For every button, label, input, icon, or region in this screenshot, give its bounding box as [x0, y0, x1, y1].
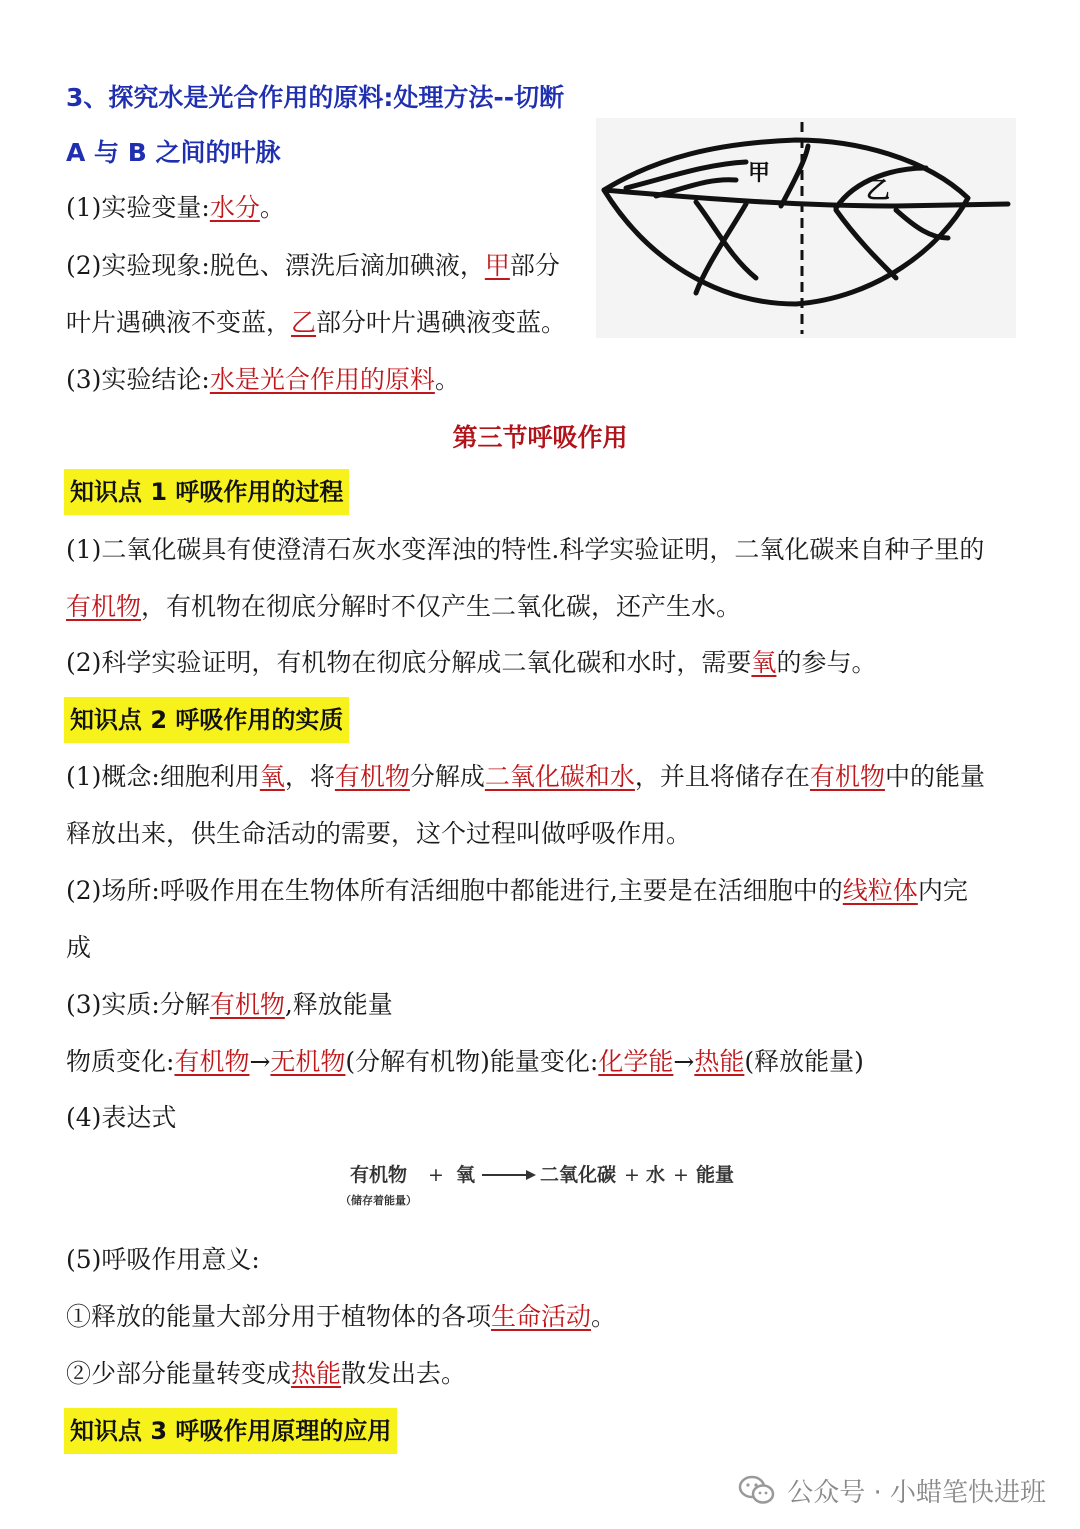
experiment-phenomenon	[66, 248, 560, 284]
answer: 热能	[291, 1359, 342, 1388]
text: (2)场所:呼吸作用在生物体所有活细胞中都能进行,主要是在活细胞中的	[66, 876, 843, 905]
kp2-expression-label: (4)表达式	[66, 1103, 177, 1132]
eq-arrowhead	[526, 1170, 536, 1180]
text: 中的能量	[884, 762, 985, 791]
eq-energy: 能量	[696, 1164, 735, 1186]
kp1-line1: (1)二氧化碳具有使澄清石灰水变浑浊的特性.科学实验证明，二氧化碳来自种子里的	[66, 535, 985, 564]
text: 。	[434, 365, 460, 394]
text: 部分	[509, 251, 560, 280]
answer: 乙	[291, 308, 317, 337]
answer: 有机物	[809, 762, 885, 791]
text: (3)实质:分解	[66, 990, 210, 1019]
eq-note: （储存着能量）	[340, 1194, 417, 1207]
kp2-meaning-1	[66, 1299, 616, 1335]
text: (分解有机物)能量变化:	[345, 1047, 599, 1076]
eq-plus: +	[673, 1164, 689, 1186]
eq-oxygen: 氧	[456, 1164, 476, 1186]
text: (1)概念:细胞利用	[66, 762, 260, 791]
heading-experiment-3: 3、探究水是光合作用的原料:处理方法--切断	[66, 83, 565, 112]
kp2-place-line2: 成	[66, 933, 92, 962]
text: 。	[591, 1302, 617, 1331]
experiment-variable	[66, 190, 285, 226]
answer: 线粒体	[842, 876, 918, 905]
text: (1)实验变量:	[66, 193, 210, 222]
text: 。	[259, 193, 285, 222]
text: 部分叶片遇碘液变蓝。	[316, 308, 567, 337]
answer: 热能	[694, 1047, 745, 1076]
text: (2)科学实验证明，有机物在彻底分解成二氧化碳和水时，需要	[66, 648, 752, 677]
answer: 有机物	[209, 990, 285, 1019]
knowledge-point-1-title: 知识点 1 呼吸作用的过程	[64, 469, 349, 515]
kp1-line3	[66, 645, 876, 681]
answer: 无机物	[270, 1047, 346, 1076]
answer: 有机物	[174, 1047, 250, 1076]
heading-experiment-3-sub: A 与 B 之间的叶脉	[66, 138, 281, 167]
text: ②少部分能量转变成	[66, 1359, 292, 1388]
text: 的参与。	[776, 648, 877, 677]
kp2-matter-energy-change	[66, 1044, 864, 1080]
text: ，有机物在彻底分解时不仅产生二氧化碳，还产生水。	[141, 592, 742, 621]
kp1-line2	[66, 589, 741, 625]
kp2-place	[66, 873, 968, 909]
text: ,释放能量	[284, 990, 393, 1019]
answer: 化学能	[598, 1047, 674, 1076]
answer: 氧	[751, 648, 777, 677]
text: 物质变化:	[66, 1047, 175, 1076]
answer: 甲	[484, 251, 510, 280]
wechat-watermark	[737, 1470, 1046, 1510]
eq-organic: 有机物	[350, 1164, 408, 1186]
text: 散发出去。	[341, 1359, 467, 1388]
arrow: →	[249, 1047, 271, 1076]
text: ①释放的能量大部分用于植物体的各项	[66, 1302, 492, 1331]
kp2-meaning-label: (5)呼吸作用意义:	[66, 1245, 260, 1274]
kp2-concept	[66, 759, 985, 795]
experiment-phenomenon-line2	[66, 305, 566, 341]
answer: 水分	[209, 193, 260, 222]
answer: 氧	[259, 762, 285, 791]
text: 分解成	[409, 762, 485, 791]
kp2-meaning-2	[66, 1356, 466, 1392]
text: ，将	[284, 762, 335, 791]
kp2-essence	[66, 987, 393, 1023]
eq-water: 水	[646, 1164, 666, 1186]
section-title: 第三节呼吸作用	[452, 423, 628, 452]
leaf-diagram	[596, 118, 1016, 338]
answer: 生命活动	[491, 1302, 592, 1331]
text: 叶片遇碘液不变蓝，	[66, 308, 292, 337]
watermark-text: 公众号 · 小蜡笔快进班	[787, 1477, 1046, 1508]
leaf-label-jia: 甲	[748, 161, 771, 186]
respiration-equation	[340, 1158, 760, 1214]
text: 内完	[917, 876, 968, 905]
answer: 水是光合作用的原料	[209, 365, 435, 394]
arrow: →	[673, 1047, 695, 1076]
knowledge-point-3-title: 知识点 3 呼吸作用原理的应用	[64, 1408, 397, 1454]
text: (释放能量)	[744, 1047, 864, 1076]
answer: 二氧化碳和水	[484, 762, 635, 791]
text: (3)实验结论:	[66, 365, 210, 394]
answer: 有机物	[334, 762, 410, 791]
eq-plus: +	[428, 1164, 444, 1186]
wechat-icon	[737, 1470, 777, 1510]
experiment-conclusion	[66, 362, 460, 398]
text: ，并且将储存在	[634, 762, 810, 791]
eq-plus: +	[624, 1164, 640, 1186]
knowledge-point-2-title: 知识点 2 呼吸作用的实质	[64, 697, 349, 743]
eq-co2: 二氧化碳	[540, 1164, 617, 1186]
kp2-concept-line2: 释放出来，供生命活动的需要，这个过程叫做呼吸作用。	[66, 819, 692, 848]
answer: 有机物	[66, 592, 142, 621]
leaf-label-yi: 乙	[866, 176, 890, 204]
text: (2)实验现象:脱色、漂洗后滴加碘液，	[66, 251, 485, 280]
